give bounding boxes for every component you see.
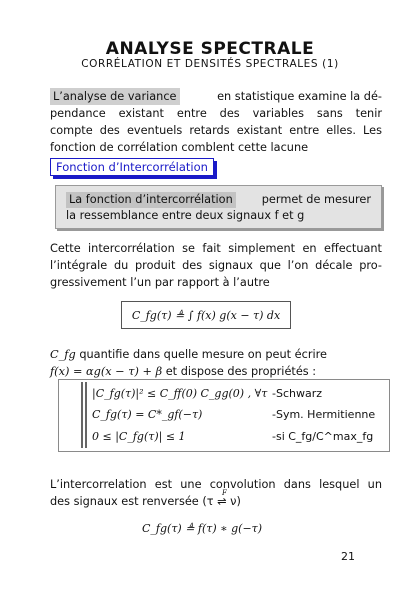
intro-line3: compte des eventuels retards existant entre elles. Les [50, 124, 382, 137]
para3-line1: quantifie dans quelle mesure on peut écrire [79, 348, 327, 361]
property-bound-formula: 0 ≤ |C_fg(τ)| ≤ 1 [92, 430, 186, 443]
page-number: 21 [341, 550, 355, 563]
para4-line1: L’intercorrelation est une convolution dans lesquel un [50, 478, 382, 491]
section-heading: Fonction d’Intercorrélation [50, 158, 214, 176]
box-rule-left [81, 382, 83, 448]
property-hermitian-label: -Sym. Hermitienne [272, 408, 376, 421]
para2-line1: Cette intercorrélation se fait simplement en effectuant [50, 242, 382, 255]
para4-line2: des signaux est renversée (τ ⇌ ν) [50, 495, 241, 508]
equation-1: C_fg(τ) ≜ ∫ f(x) g(x − τ) dx [131, 308, 281, 322]
paragraph-2 [50, 240, 382, 291]
definition-highlight: La fonction d’intercorrélation [66, 192, 236, 208]
property-hermitian-formula: C_fg(τ) = C*_gf(−τ) [92, 408, 203, 421]
paragraph-3 [50, 346, 382, 380]
intro-paragraph [50, 88, 382, 156]
properties-box [58, 379, 390, 452]
intro-line2: pendance existant entre des variables sans tenir [50, 107, 382, 120]
para3-formula: f(x) = αg(x − τ) + β [50, 365, 163, 378]
intro-highlight: L’analyse de variance [50, 88, 180, 105]
cfg-symbol: C_fg [50, 348, 76, 361]
intro-line4: fonction de corrélation comblent cette lacune [50, 141, 309, 154]
property-schwarz-formula: |C_fg(τ)|² ≤ C_ff(0) C_gg(0) , ∀τ [92, 387, 268, 400]
definition-box [55, 185, 382, 229]
definition-line1: permet de mesurer [261, 193, 371, 206]
equation-box [121, 301, 291, 329]
box-rule-left-2 [85, 382, 87, 448]
intro-line1: en statistique examine la dé- [217, 90, 382, 103]
property-schwarz-label: -Schwarz [272, 387, 323, 400]
para2-line3: gressivement l’un par rapport à l’autre [50, 276, 270, 289]
fourier-label: F [222, 489, 227, 497]
para3-line2: et dispose des propriétés : [165, 365, 317, 378]
page-title: ANALYSE SPECTRALE [105, 39, 315, 59]
paragraph-4 [50, 476, 382, 510]
page-subtitle: CORRÉLATION ET DENSITÉS SPECTRALES (1) [81, 58, 339, 70]
equation-2: C_fg(τ) ≜ f(τ) ∗ g(−τ) [142, 522, 263, 535]
para2-line2: l’intégrale du produit des signaux que l’on décale pro- [50, 259, 382, 272]
property-bound-label: -si C_fg/C^max_fg [272, 430, 374, 443]
definition-line2: la ressemblance entre deux signaux f et g [66, 209, 305, 222]
